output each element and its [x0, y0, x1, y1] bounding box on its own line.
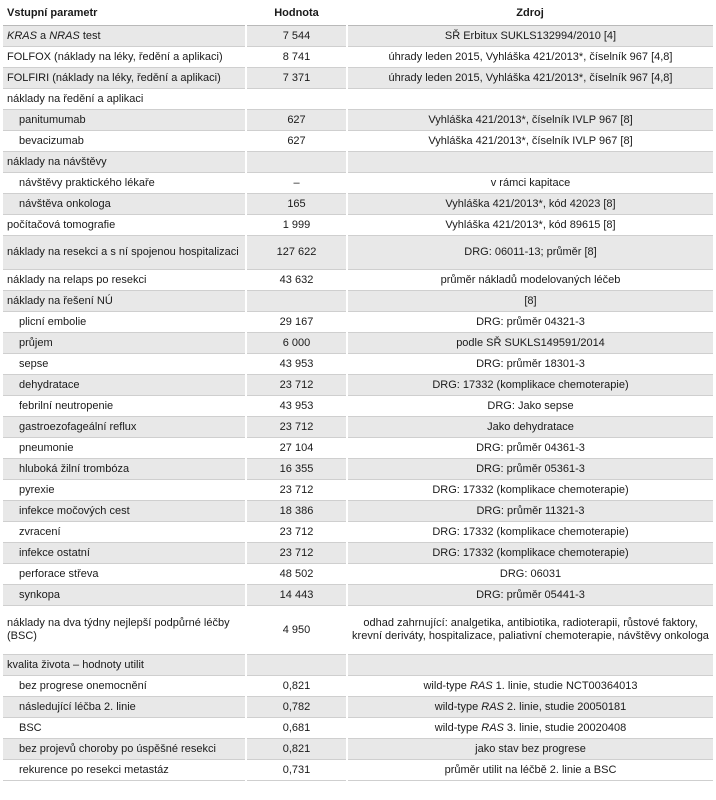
value-cell: 1 999: [246, 215, 347, 236]
table-row: [3, 236, 713, 270]
value-cell: 43 632: [246, 270, 347, 291]
table-row: [3, 564, 713, 585]
value-cell: 0,821: [246, 676, 347, 697]
source-cell: DRG: 17332 (komplikace chemoterapie): [347, 480, 713, 501]
source-cell: DRG: 17332 (komplikace chemoterapie): [347, 522, 713, 543]
source-cell: průměr nákladů modelovaných léčeb: [347, 270, 713, 291]
table-row: [3, 417, 713, 438]
value-cell: 14 443: [246, 585, 347, 606]
value-cell: 27 104: [246, 438, 347, 459]
source-cell: průměr utilit na léčbě 2. linie a BSC: [347, 760, 713, 781]
source-cell: úhrady leden 2015, Vyhláška 421/2013*, číselník 967 [4,8]: [347, 68, 713, 89]
param-cell: bez projevů choroby po úspěšné resekci: [3, 739, 246, 760]
param-cell: BSC: [3, 718, 246, 739]
table-row: [3, 459, 713, 480]
table-row: [3, 131, 713, 152]
table-row: [3, 26, 713, 47]
header-param: Vstupní parametr: [3, 2, 246, 26]
table-row: [3, 480, 713, 501]
table-row: [3, 194, 713, 215]
table-row: [3, 173, 713, 194]
param-cell: hluboká žilní trombóza: [3, 459, 246, 480]
value-cell: 0,821: [246, 739, 347, 760]
value-cell: 43 953: [246, 396, 347, 417]
table-row: [3, 697, 713, 718]
source-cell: DRG: průměr 11321-3: [347, 501, 713, 522]
param-cell: sepse: [3, 354, 246, 375]
cost-parameters-table: [3, 2, 713, 781]
source-cell: DRG: průměr 04321-3: [347, 312, 713, 333]
value-cell: –: [246, 173, 347, 194]
source-cell: Vyhláška 421/2013*, kód 42023 [8]: [347, 194, 713, 215]
table-row: [3, 333, 713, 354]
table-row: [3, 354, 713, 375]
value-cell: 4 950: [246, 606, 347, 655]
table-row: [3, 47, 713, 68]
source-cell: Jako dehydratace: [347, 417, 713, 438]
source-cell: v rámci kapitace: [347, 173, 713, 194]
source-cell: wild-type RAS 2. linie, studie 20050181: [347, 697, 713, 718]
param-cell: febrilní neutropenie: [3, 396, 246, 417]
table-row: [3, 375, 713, 396]
source-cell: DRG: 17332 (komplikace chemoterapie): [347, 375, 713, 396]
header-value: Hodnota: [246, 2, 347, 26]
source-cell: DRG: Jako sepse: [347, 396, 713, 417]
param-cell: návštěvy praktického lékaře: [3, 173, 246, 194]
table-row: [3, 312, 713, 333]
param-cell: bevacizumab: [3, 131, 246, 152]
table-row: [3, 676, 713, 697]
param-cell: panitumumab: [3, 110, 246, 131]
param-cell: infekce močových cest: [3, 501, 246, 522]
source-cell: úhrady leden 2015, Vyhláška 421/2013*, číselník 967 [4,8]: [347, 47, 713, 68]
table-row: [3, 522, 713, 543]
table-row: [3, 585, 713, 606]
value-cell: 29 167: [246, 312, 347, 333]
table-row: [3, 291, 713, 312]
value-cell: [246, 152, 347, 173]
header-source: Zdroj: [347, 2, 713, 26]
table-row: [3, 501, 713, 522]
source-cell: Vyhláška 421/2013*, kód 89615 [8]: [347, 215, 713, 236]
value-cell: [246, 89, 347, 110]
param-cell: náklady na dva týdny nejlepší podpůrné léčby (BSC): [3, 606, 246, 655]
param-cell: náklady na ředění a aplikaci: [3, 89, 246, 110]
param-cell: náklady na řešení NÚ: [3, 291, 246, 312]
source-cell: Vyhláška 421/2013*, číselník IVLP 967 [8]: [347, 110, 713, 131]
param-cell: plicní embolie: [3, 312, 246, 333]
value-cell: 165: [246, 194, 347, 215]
param-cell: bez progrese onemocnění: [3, 676, 246, 697]
table-row: [3, 110, 713, 131]
value-cell: 8 741: [246, 47, 347, 68]
source-cell: DRG: 06031: [347, 564, 713, 585]
table-row: [3, 215, 713, 236]
table-row: [3, 760, 713, 781]
value-cell: 0,782: [246, 697, 347, 718]
value-cell: 0,731: [246, 760, 347, 781]
table-row: [3, 438, 713, 459]
source-cell: SŘ Erbitux SUKLS132994/2010 [4]: [347, 26, 713, 47]
source-cell: [347, 655, 713, 676]
param-cell: zvracení: [3, 522, 246, 543]
source-cell: [347, 89, 713, 110]
param-cell: pyrexie: [3, 480, 246, 501]
param-cell: infekce ostatní: [3, 543, 246, 564]
source-cell: DRG: průměr 05441-3: [347, 585, 713, 606]
source-cell: DRG: průměr 04361-3: [347, 438, 713, 459]
source-cell: DRG: průměr 18301-3: [347, 354, 713, 375]
table-row: [3, 739, 713, 760]
source-cell: jako stav bez progrese: [347, 739, 713, 760]
value-cell: 23 712: [246, 480, 347, 501]
param-cell: náklady na návštěvy: [3, 152, 246, 173]
value-cell: 23 712: [246, 375, 347, 396]
param-cell: následující léčba 2. linie: [3, 697, 246, 718]
source-cell: [8]: [347, 291, 713, 312]
source-cell: [347, 152, 713, 173]
source-cell: podle SŘ SUKLS149591/2014: [347, 333, 713, 354]
value-cell: 23 712: [246, 543, 347, 564]
source-cell: DRG: 17332 (komplikace chemoterapie): [347, 543, 713, 564]
source-cell: odhad zahrnující: analgetika, antibiotika, radioterapii, růstové faktory, krevní deriváty, hospitalizace, paliativní chemoterapie, návštěvy onkologa: [347, 606, 713, 655]
param-cell: rekurence po resekci metastáz: [3, 760, 246, 781]
param-cell: gastroezofageální reflux: [3, 417, 246, 438]
param-cell: náklady na relaps po resekci: [3, 270, 246, 291]
source-cell: DRG: 06011-13; průměr [8]: [347, 236, 713, 270]
table-row: [3, 606, 713, 655]
value-cell: [246, 291, 347, 312]
value-cell: 23 712: [246, 417, 347, 438]
value-cell: 23 712: [246, 522, 347, 543]
value-cell: 7 544: [246, 26, 347, 47]
param-cell: KRAS a NRAS test: [3, 26, 246, 47]
value-cell: 16 355: [246, 459, 347, 480]
param-cell: dehydratace: [3, 375, 246, 396]
param-cell: náklady na resekci a s ní spojenou hospitalizaci: [3, 236, 246, 270]
param-cell: FOLFIRI (náklady na léky, ředění a aplikaci): [3, 68, 246, 89]
value-cell: 7 371: [246, 68, 347, 89]
value-cell: 627: [246, 131, 347, 152]
param-cell: synkopa: [3, 585, 246, 606]
table-row: [3, 396, 713, 417]
param-cell: kvalita života – hodnoty utilit: [3, 655, 246, 676]
param-cell: pneumonie: [3, 438, 246, 459]
table-row: [3, 68, 713, 89]
source-cell: Vyhláška 421/2013*, číselník IVLP 967 [8]: [347, 131, 713, 152]
param-cell: FOLFOX (náklady na léky, ředění a aplikaci): [3, 47, 246, 68]
table-row: [3, 543, 713, 564]
param-cell: perforace střeva: [3, 564, 246, 585]
table-row: [3, 718, 713, 739]
source-cell: wild-type RAS 1. linie, studie NCT00364013: [347, 676, 713, 697]
value-cell: 627: [246, 110, 347, 131]
table-row: [3, 152, 713, 173]
table-row: [3, 270, 713, 291]
table-row: [3, 655, 713, 676]
header-row: [3, 2, 713, 26]
source-cell: DRG: průměr 05361-3: [347, 459, 713, 480]
param-cell: průjem: [3, 333, 246, 354]
value-cell: [246, 655, 347, 676]
table-row: [3, 89, 713, 110]
value-cell: 43 953: [246, 354, 347, 375]
source-cell: wild-type RAS 3. linie, studie 20020408: [347, 718, 713, 739]
value-cell: 0,681: [246, 718, 347, 739]
value-cell: 6 000: [246, 333, 347, 354]
value-cell: 48 502: [246, 564, 347, 585]
value-cell: 127 622: [246, 236, 347, 270]
param-cell: počítačová tomografie: [3, 215, 246, 236]
value-cell: 18 386: [246, 501, 347, 522]
param-cell: návštěva onkologa: [3, 194, 246, 215]
